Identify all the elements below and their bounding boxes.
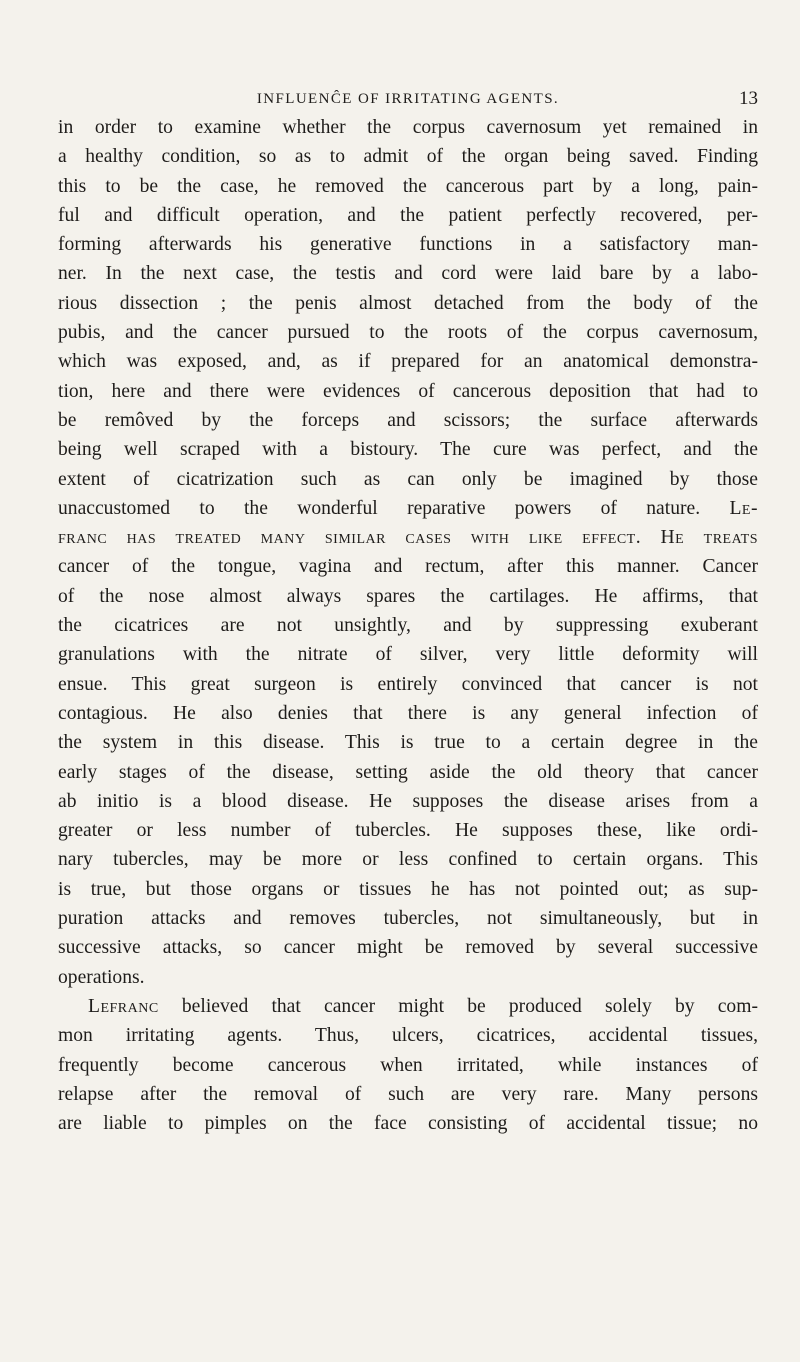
text-line: nary tubercles, may be more or less confined to certain organs. This <box>58 849 758 871</box>
text-line: frequently become cancerous when irritated, while instances of <box>58 1054 758 1076</box>
text-line: the system in this disease. This is true to a certain degree in the <box>58 732 758 754</box>
text-line: is true, but those organs or tissues he has not pointed out; as sup- <box>58 878 758 900</box>
text-line: greater or less number of tubercles. He supposes these, like ordi- <box>58 820 758 842</box>
text-line: be remôved by the forceps and scissors; the surface afterwards <box>58 409 758 431</box>
name-smallcaps-part: Le- <box>729 497 758 519</box>
text-line: a healthy condition, so as to admit of the organ being saved. Finding <box>58 146 758 168</box>
text-line-with-name <box>58 494 758 523</box>
text-line: the cicatrices are not unsightly, and by suppressing exuberant <box>58 615 758 637</box>
author-name: Lefranc <box>88 995 159 1017</box>
body-text <box>58 113 758 1138</box>
text-line-main: believed that cancer might be produced solely by com- <box>158 995 758 1017</box>
text-line: ful and difficult operation, and the patient perfectly recovered, per- <box>58 204 758 226</box>
text-line: are liable to pimples on the face consisting of accidental tissue; no <box>58 1113 758 1135</box>
text-line: mon irritating agents. Thus, ulcers, cicatrices, accidental tissues, <box>58 1025 758 1047</box>
text-line-with-name <box>58 523 758 552</box>
text-line: ner. In the next case, the testis and cord were laid bare by a labo- <box>58 263 758 285</box>
paragraph-start-line <box>58 992 758 1021</box>
text-line: which was exposed, and, as if prepared for an anatomical demonstra- <box>58 351 758 373</box>
text-line: rious dissection ; the penis almost detached from the body of the <box>58 292 758 314</box>
text-line: granulations with the nitrate of silver, very little deformity will <box>58 644 758 666</box>
text-line: pubis, and the cancer pursued to the roots of the corpus cavernosum, <box>58 322 758 344</box>
text-line: forming afterwards his generative functions in a satisfactory man- <box>58 234 758 256</box>
text-line: cancer of the tongue, vagina and rectum, after this manner. Cancer <box>58 556 758 578</box>
running-title: INFLUENĈE OF IRRITATING AGENTS. <box>256 91 560 107</box>
text-line: being well scraped with a bistoury. The cure was perfect, and the <box>58 439 758 461</box>
page-number: 13 <box>739 88 758 109</box>
text-line: tion, here and there were evidences of cancerous deposition that had to <box>58 380 758 402</box>
text-line: successive attacks, so cancer might be removed by several successive <box>58 937 758 959</box>
text-line: contagious. He also denies that there is any general infection of <box>58 702 758 724</box>
text-line: early stages of the disease, setting aside the old theory that cancer <box>58 761 758 783</box>
text-line: relapse after the removal of such are very rare. Many persons <box>58 1083 758 1105</box>
text-line-last: operations. <box>58 966 145 988</box>
text-line-main: franc has treated many similar cases with like effect. He treats <box>58 527 758 549</box>
text-line: ensue. This great surgeon is entirely convinced that cancer is not <box>58 673 758 695</box>
text-line-main: unaccustomed to the wonderful reparative powers of nature. <box>58 497 701 519</box>
running-head <box>58 88 758 112</box>
text-line: puration attacks and removes tubercles, not simultaneously, but in <box>58 908 758 930</box>
text-line: this to be the case, he removed the cancerous part by a long, pain- <box>58 175 758 197</box>
text-line: in order to examine whether the corpus cavernosum yet remained in <box>58 117 758 138</box>
text-line: ab initio is a blood disease. He supposes the disease arises from a <box>58 790 758 812</box>
text-line: extent of cicatrization such as can only be imagined by those <box>58 468 758 490</box>
text-line: of the nose almost always spares the cartilages. He affirms, that <box>58 585 758 607</box>
